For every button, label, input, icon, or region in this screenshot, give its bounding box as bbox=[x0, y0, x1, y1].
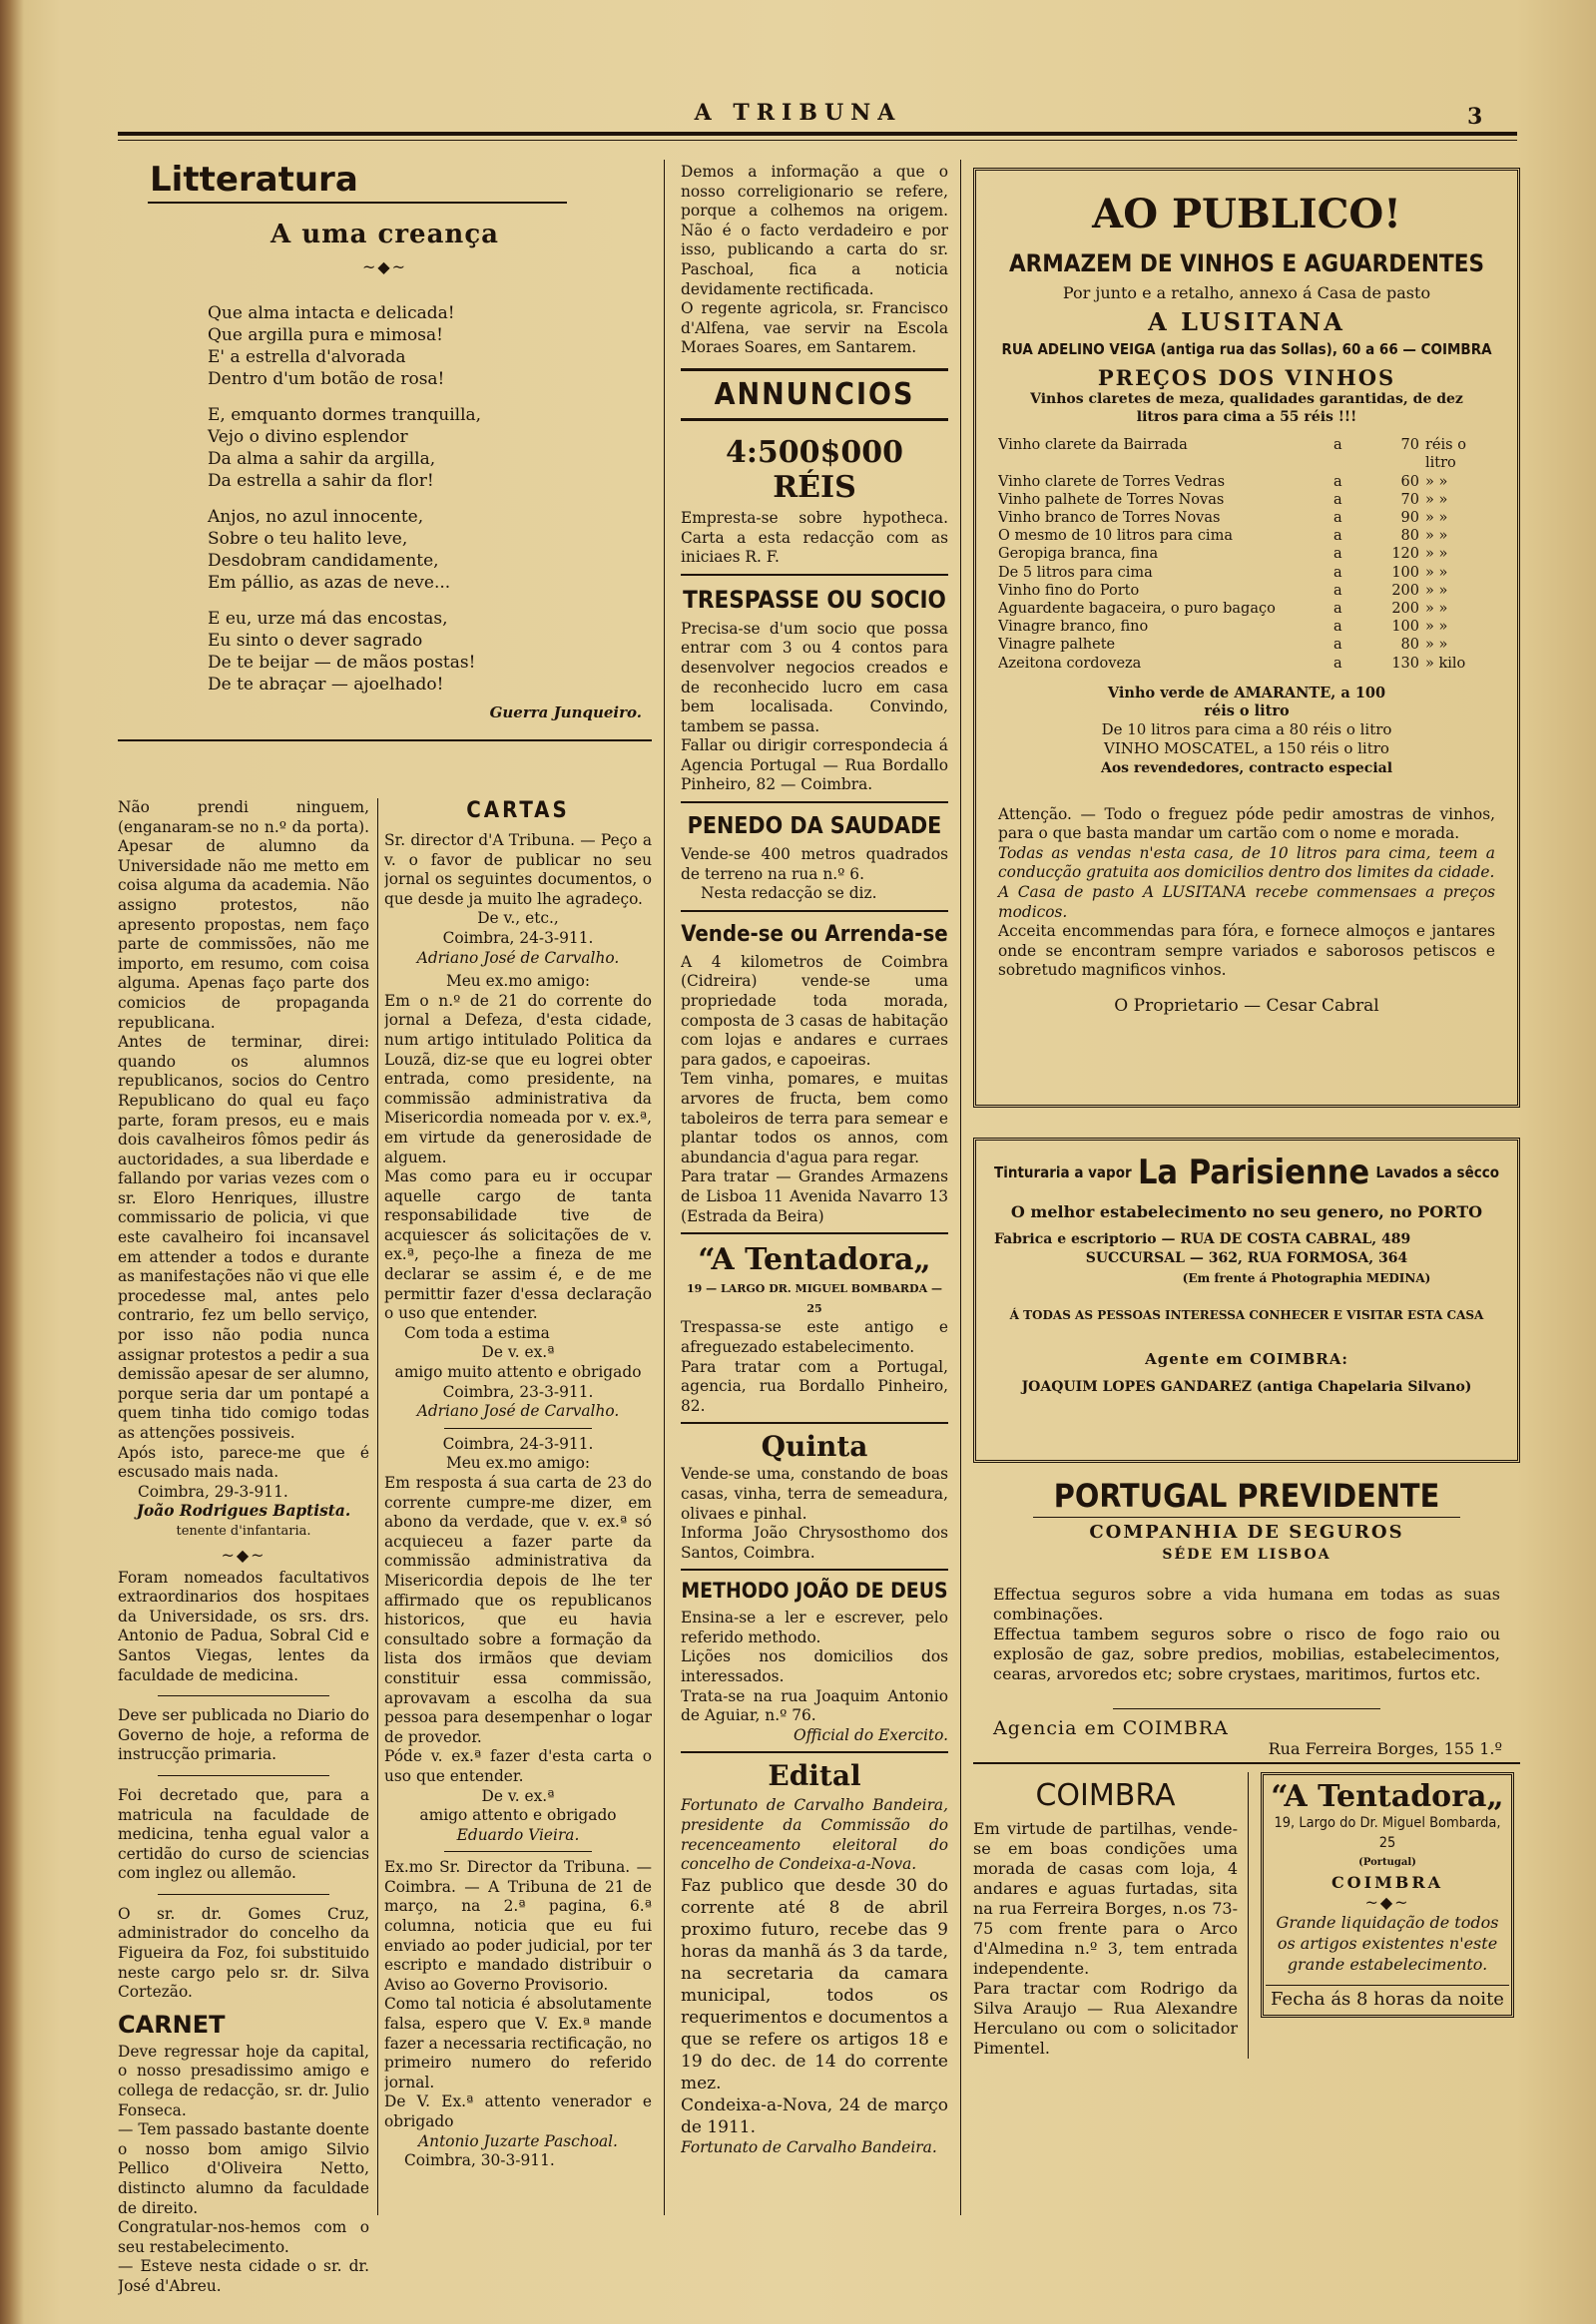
divider bbox=[681, 1569, 948, 1571]
verse: Da alma a sahir da argilla, bbox=[208, 449, 436, 469]
divider bbox=[681, 574, 948, 576]
ad-text: Grande liquidação de todos os artigos existentes n'este grande estabelecimento. bbox=[1276, 1912, 1499, 1974]
ad-text: Nesta redacção se diz. bbox=[701, 884, 877, 903]
price-row bbox=[998, 564, 1495, 582]
ad-title: Vende-se ou Arrenda-se bbox=[681, 921, 948, 947]
ad-address: Rua Ferreira Borges, 155 1.º bbox=[1268, 1738, 1502, 1758]
stanza bbox=[208, 302, 652, 390]
wine-name: Vinho branco de Torres Novas bbox=[998, 510, 1221, 526]
wine-price: 80 bbox=[1400, 528, 1419, 545]
section-title: Litteratura bbox=[150, 160, 358, 200]
divider bbox=[158, 1775, 329, 1776]
ad-text: De 10 litros para cima a 80 réis o litro bbox=[1101, 719, 1392, 738]
ad-text: Trata-se na rua Joaquim Antonio de Aguiar, n.º 76. bbox=[681, 1686, 948, 1725]
news-item: Demos a informação a que o nosso correligionario se refere, porque a colhemos na origem. Não é o facto verdadeiro e por isso, publicando a carta do sr. Paschoal, fica a noticia devidamente rectificada. bbox=[681, 163, 948, 298]
ad-title: Quinta bbox=[761, 1430, 868, 1464]
stanza bbox=[208, 404, 652, 492]
wine-name: De 5 litros para cima bbox=[998, 564, 1153, 581]
masthead: A TRIBUNA bbox=[694, 100, 902, 126]
ad-agency: Agencia em COIMBRA bbox=[993, 1717, 1229, 1739]
news-item: O regente agricola, sr. Francisco d'Alfena, vae servir na Escola Moraes Soares, em Santarem. bbox=[681, 299, 948, 357]
divider bbox=[158, 1695, 329, 1696]
ad-text: Por junto e a retalho, annexo á Casa de pasto bbox=[1062, 283, 1431, 302]
price-row bbox=[998, 618, 1495, 636]
divider bbox=[681, 418, 948, 421]
letter-paragraph: Mas como para eu ir occupar aquelle cargo de tanta responsabilidade tive de acquiescer ás solicitações de v. ex.ª, peço-lhe a fineza de me declarar se assim é, e de me permittir fazer d'essa declaração o uso que entender. bbox=[384, 1167, 652, 1323]
wine-name: Vinho fino do Porto bbox=[998, 582, 1140, 599]
carnet-item: — Esteve nesta cidade o sr. dr. José d'Abreu. bbox=[118, 2257, 369, 2295]
divider bbox=[1033, 1517, 1460, 1518]
ad-text: Effectua seguros sobre a vida humana em todas as suas combinações. bbox=[993, 1585, 1500, 1624]
wine-unit: » » bbox=[1425, 619, 1448, 636]
letter-date: Coimbra, 29-3-911. bbox=[138, 1482, 288, 1501]
verse: Que argilla pura e mimosa! bbox=[208, 325, 443, 345]
wine-unit: » » bbox=[1425, 473, 1448, 490]
ad-subtitle: COMPANHIA DE SEGUROS bbox=[1089, 1522, 1404, 1543]
wine-unit: » » bbox=[1425, 510, 1448, 526]
ad-text: Faz publico que desde 30 do corrente até 8 de abril proximo futuro, recebe das 9 horas da manhã ás 3 da tarde, na secretaria da camara municipal, todos os requerimentos e documentos a que se refere os artigos 18 e 19 do dec. de 14 do corrente mez. bbox=[681, 1875, 948, 2093]
letter-paragraph: Em o n.º de 21 do corrente do jornal a Defeza, d'esta cidade, num artigo intitulado Politica da Louzã, diz-se que eu logrei obter entrada, como presidente, na commissão administrativa da Misericordia nomeada por v. ex.ª, em virtude da generosidade de alguem. bbox=[384, 991, 652, 1166]
ad-text: Precisa-se d'um socio que possa entrar com 3 ou 4 contos para desenvolver negocios creados e de reconhecido lucro em casa bem localisada. Convindo, tambem se passa. bbox=[681, 619, 948, 735]
wine-unit: » » bbox=[1425, 637, 1448, 654]
divider bbox=[444, 1851, 592, 1852]
ad-text: Informa João Chrysosthomo dos Santos, Coimbra. bbox=[681, 1524, 948, 1562]
letter-paragraph: De V. Ex.ª attento venerador e obrigado bbox=[384, 2092, 652, 2130]
header-rule bbox=[118, 132, 1517, 136]
price-row bbox=[998, 527, 1495, 545]
ad-text: (Em frente á Photographia MEDINA) bbox=[1182, 1270, 1431, 1285]
annuncios-title: ANNUNCIOS bbox=[714, 376, 915, 412]
divider bbox=[681, 801, 948, 803]
divider bbox=[681, 910, 948, 912]
column-rule bbox=[377, 798, 378, 2215]
ad-text: A Casa de pasto A LUSITANA recebe commensaes a preços modicos. bbox=[998, 882, 1495, 921]
news-item: Foi decretado que, para a matricula na faculdade de medicina, tenha egual valor a certidão do curso de sciencias com inglez ou allemão. bbox=[118, 1785, 369, 1883]
stanza bbox=[208, 506, 652, 594]
letter-signature-rank: tenente d'infantaria. bbox=[176, 1523, 311, 1539]
poem-title: A uma creança bbox=[269, 220, 500, 249]
ad-text: Acceita encommendas para fóra, e fornece almoços e jantares onde se encontram sempre variados e saborosos petiscos e sobretudo magnificos vinhos. bbox=[998, 922, 1495, 980]
la-parisienne-ad bbox=[973, 1138, 1520, 1463]
letter-signature: Antonio Juzarte Paschoal. bbox=[418, 2131, 618, 2150]
ad-text: Para tratar — Grandes Armazens de Lisboa 11 Avenida Navarro 13 (Estrada da Beira) bbox=[681, 1167, 948, 1225]
divider bbox=[681, 368, 948, 371]
wine-price: 100 bbox=[1391, 564, 1419, 581]
ad-title: TRESPASSE OU SOCIO bbox=[683, 585, 946, 614]
divider bbox=[681, 1232, 948, 1234]
letter-paragraph: Como tal noticia é absolutamente falsa, espero que V. Ex.ª mande fazer a necessaria rectificação, no primeiro numero do referido jornal. bbox=[384, 1995, 652, 2092]
wine-price: 60 bbox=[1400, 473, 1419, 490]
wine-price: 70 bbox=[1400, 491, 1419, 508]
price-prefix: a bbox=[1333, 437, 1342, 454]
divider bbox=[681, 1751, 948, 1753]
column-rule bbox=[664, 160, 665, 2215]
wine-price: 130 bbox=[1391, 655, 1419, 672]
price-prefix: a bbox=[1333, 619, 1342, 636]
price-row bbox=[998, 636, 1495, 654]
verse: E, emquanto dormes tranquilla, bbox=[208, 405, 482, 425]
wine-name: Azeitona cordoveza bbox=[998, 655, 1142, 672]
letter-closing: amigo muito attento e obrigado bbox=[394, 1363, 642, 1382]
page-number: 3 bbox=[1467, 104, 1483, 130]
ad-title: METHODO JOÃO DE DEUS bbox=[681, 1579, 948, 1604]
letter-closing: De v. ex.ª bbox=[481, 1786, 555, 1805]
letter-date: Coimbra, 24-3-911. bbox=[442, 928, 594, 947]
price-row bbox=[998, 655, 1495, 673]
ad-city: COIMBRA bbox=[1330, 1872, 1444, 1892]
carnet-item: — Tem passado bastante doente o nosso bom amigo Silvio Pellico d'Oliveira Netto, distincto alumno da faculdade de direito. bbox=[118, 2120, 369, 2217]
wine-name: Vinho palhete de Torres Novas bbox=[998, 491, 1225, 508]
verse: De te abraçar — ajoelhado! bbox=[208, 675, 444, 695]
letter-greeting: Meu ex.mo amigo: bbox=[445, 972, 591, 991]
letter-signature: Adriano José de Carvalho. bbox=[416, 1402, 620, 1421]
divider bbox=[681, 1422, 948, 1424]
price-prefix: a bbox=[1333, 491, 1342, 508]
price-prefix: a bbox=[1333, 564, 1342, 581]
price-row bbox=[998, 491, 1495, 509]
letter-signature: João Rodrigues Baptista. bbox=[136, 1502, 351, 1521]
price-prefix: a bbox=[1333, 546, 1342, 563]
stanza bbox=[208, 608, 652, 696]
letter-date: Coimbra, 23-3-911. bbox=[442, 1382, 594, 1401]
wine-unit: » » bbox=[1425, 601, 1448, 618]
ad-title: PENEDO DA SAUDADE bbox=[687, 813, 942, 840]
ad-subtitle: SÉDE EM LISBOA bbox=[1162, 1547, 1331, 1563]
ad-title: PORTUGAL PREVIDENTE bbox=[1053, 1477, 1440, 1515]
ad-text: Trespassa-se este antigo e afreguezado estabelecimento. bbox=[681, 1318, 948, 1356]
ad-text: Todas as vendas n'esta casa, de 10 litros para cima, teem a conducção gratuita aos domicilios dentro dos limites da cidade. bbox=[998, 843, 1495, 882]
wine-name: Vinho clarete da Bairrada bbox=[998, 437, 1188, 454]
ad-text: Fortunato de Carvalho Bandeira, presidente da Commissão do recenceamento eleitoral do concelho de Condeixa-a-Nova. bbox=[681, 1796, 948, 1874]
ad-text: Agente em COIMBRA: bbox=[1145, 1349, 1348, 1368]
wine-price: 200 bbox=[1391, 601, 1419, 618]
divider bbox=[1113, 1708, 1380, 1709]
letter-closing: De v., etc., bbox=[477, 909, 559, 928]
letter-paragraph: Sr. director d'A Tribuna. — Peço a v. o favor de publicar no seu jornal os seguintes documentos, o que desde ja muito lhe agradeço. bbox=[384, 831, 652, 908]
letter-greeting: Meu ex.mo amigo: bbox=[445, 1454, 591, 1473]
wine-unit: » kilo bbox=[1425, 655, 1466, 672]
divider bbox=[1266, 1985, 1509, 1986]
verse: Em pállio, as azas de neve... bbox=[208, 573, 451, 593]
divider bbox=[444, 1428, 592, 1429]
ad-text: (Portugal) bbox=[1358, 1857, 1416, 1869]
ad-name: A LUSITANA bbox=[1148, 306, 1345, 336]
ad-text: Vende-se uma, constando de boas casas, vinha, terra de semeadura, olivaes e pinhal. bbox=[681, 1465, 948, 1523]
price-row bbox=[998, 509, 1495, 527]
tentadora-box bbox=[1261, 1772, 1514, 2018]
verse: Dentro d'um botão de rosa! bbox=[208, 369, 445, 389]
ad-title: COIMBRA bbox=[1035, 1778, 1176, 1814]
wine-name: O mesmo de 10 litros para cima bbox=[998, 528, 1233, 545]
ad-title: Edital bbox=[768, 1759, 861, 1793]
ad-text: Á TODAS AS PESSOAS INTERESSA CONHECER E VISITAR ESTA CASA bbox=[1009, 1308, 1484, 1323]
verse: Da estrella a sahir da flor! bbox=[208, 471, 434, 491]
price-prefix: a bbox=[1333, 655, 1342, 672]
price-heading: PREÇOS DOS VINHOS bbox=[1097, 365, 1396, 391]
price-prefix: a bbox=[1333, 528, 1342, 545]
wine-name: Vinagre palhete bbox=[998, 637, 1116, 654]
ad-address: 19, Largo do Dr. Miguel Bombarda, 25 bbox=[1274, 1815, 1501, 1851]
wine-unit: » » bbox=[1425, 582, 1448, 599]
ad-text: SUCCURSAL — 362, RUA FORMOSA, 364 bbox=[1085, 1250, 1408, 1267]
ad-right-label: Lavados a sêcco bbox=[1375, 1163, 1499, 1181]
coimbra-ad bbox=[973, 1772, 1248, 2059]
verse: E eu, urze má das encostas, bbox=[208, 609, 448, 629]
divider-ornament: ~◆~ bbox=[221, 1545, 266, 1565]
carnet-item: Deve regressar hoje da capital, o nosso presadissimo amigo e collega de redacção, sr. dr. Julio Fonseca. bbox=[118, 2042, 369, 2119]
news-column bbox=[118, 798, 369, 2297]
price-row bbox=[998, 582, 1495, 600]
letter-paragraph: Póde v. ex.ª fazer d'esta carta o uso que entender. bbox=[384, 1747, 652, 1785]
ad-text: Vinho verde de AMARANTE, a 100 réis o litro bbox=[1107, 684, 1386, 719]
letter-date: Coimbra, 30-3-911. bbox=[404, 2151, 555, 2170]
ad-text: Aos revendedores, contracto especial bbox=[1100, 760, 1393, 777]
column-rule bbox=[960, 160, 961, 2215]
ad-address: RUA ADELINO VEIGA (antiga rua das Sollas), 60 a 66 — COIMBRA bbox=[1001, 339, 1492, 358]
price-prefix: a bbox=[1333, 473, 1342, 490]
wine-price: 70 bbox=[1400, 437, 1419, 454]
wine-price: 100 bbox=[1391, 619, 1419, 636]
ad-text: Em virtude de partilhas, vende-se em boas condições uma morada de casas com loja, 4 andares e aguas furtadas, sita na rua Ferreira Borges, n.os 73-75 com frente para o Arco d'Almedina n.º 3, tem entrada independente. bbox=[973, 1819, 1238, 1979]
wine-unit: » » bbox=[1425, 528, 1448, 545]
letter-paragraph: Em resposta á sua carta de 23 do corrente cumpre-me dizer, em abono da verdade, que v. ex.ª só acquieceu a fazer parte da commissão administrativa da Misericordia depois de lhe ter affirmado que os republicanos historicos, que eu havia consultado sobre a formação da lista dos irmãos que deviam constituir essa commissão, aprovavam a escolha da sua pessoa para desempenhar o logar de provedor. bbox=[384, 1474, 652, 1746]
ad-text: Fallar ou dirigir correspondecia á Agencia Portugal — Rua Bordallo Pinheiro, 82 — Coimbra. bbox=[681, 736, 948, 794]
ad-text: Para tractar com Rodrigo da Silva Araujo — Rua Alexandre Herculano ou com o solicitador Pimentel. bbox=[973, 1979, 1238, 2059]
ad-text: Empresta-se sobre hypotheca. Carta a esta redacção com as iniciaes R. F. bbox=[681, 508, 948, 567]
tentadora-ad bbox=[1249, 1772, 1520, 2059]
ad-text: Attenção. — Todo o freguez póde pedir amostras de vinhos, para o que basta mandar um cartão com o nome e morada. bbox=[998, 804, 1495, 843]
ad-text: Condeixa-a-Nova, 24 de março de 1911. bbox=[681, 2094, 948, 2137]
letter-text: Antes de terminar, direi: quando os alumnos republicanos, socios do Centro Republicano do qual eu faço parte, foram presos, eu e mais dois cavalheiros fômos pedir ás auctoridades, a sua liberdade e fallando por varias vezes com o sr. Eloro Henriques, illustre commissario de policia, vi que este cavalheiro foi incansavel em attender a todos e durante as manifestações não vi que elle procedesse mal, antes pelo contrario, fez um bello serviço, por isso não podia nunca assignar protestos a pedir a sua demissão apesar de ser alumno, porque seria dar um pontapé a quem tinha tido comigo todas as attenções possiveis. bbox=[118, 1033, 369, 1442]
price-row bbox=[998, 473, 1495, 491]
ad-text: A 4 kilometros de Coimbra (Cidreira) vende-se uma propriedade toda morada, composta de 3 casas de habitação com lojas e andares e curraes para gados, e capoeiras. bbox=[681, 952, 948, 1069]
letter-closing: amigo attento e obrigado bbox=[419, 1806, 617, 1825]
ad-signature: Official do Exercito. bbox=[794, 1725, 948, 1744]
wine-unit: » » bbox=[1425, 546, 1448, 563]
ad-text: Effectua tambem seguros sobre o risco de fogo raio ou explosão de gaz, sobre predios, mobilias, estabelecimentos, cearas, arvoredos etc; sobre crystaes, maritimos, furtos etc. bbox=[993, 1625, 1500, 1683]
ad-signature: O Proprietario — Cesar Cabral bbox=[1114, 995, 1379, 1016]
ad-text: Lições nos domicilios dos interessados. bbox=[681, 1647, 948, 1686]
ad-text: Vende-se 400 metros quadrados de terreno na rua n.º 6. bbox=[681, 845, 948, 883]
section-rule bbox=[118, 739, 652, 741]
wine-price: 80 bbox=[1400, 637, 1419, 654]
wine-name: Vinho clarete de Torres Vedras bbox=[998, 473, 1226, 490]
price-row bbox=[998, 545, 1495, 563]
price-row bbox=[998, 600, 1495, 618]
divider-ornament: ~◆~ bbox=[1364, 1892, 1410, 1912]
verse: Sobre o teu halito leve, bbox=[208, 529, 408, 549]
price-prefix: a bbox=[1333, 582, 1342, 599]
wine-price: 90 bbox=[1400, 510, 1419, 526]
ad-text: Fecha ás 8 horas da noite bbox=[1271, 1988, 1504, 2010]
ad-subtitle: ARMAZEM DE VINHOS E AGUARDENTES bbox=[1008, 249, 1485, 277]
carnet-title: CARNET bbox=[118, 2010, 226, 2039]
letter-closing: De v. ex.ª bbox=[481, 1343, 555, 1362]
ad-title: “A Tentadora„ bbox=[698, 1242, 931, 1278]
news-item: Foram nomeados facultativos extraordinarios dos hospitaes da Universidade, os srs. drs. Antonio de Padua, Sobral Cid e Santos Viegas, lentes da faculdade de medicina. bbox=[118, 1568, 369, 1684]
letter-paragraph: Ex.mo Sr. Director da Tribuna. — Coimbra. — A Tribuna de 21 de março, na 2.ª pagina, 6.ª columna, noticia que eu fui enviado ao poder judicial, por ter escripto e mandado distribuir o Aviso ao Governo Provisorio. bbox=[384, 1858, 652, 1994]
price-prefix: a bbox=[1333, 510, 1342, 526]
portugal-previdente-ad bbox=[973, 1477, 1520, 1758]
ad-text: Tem vinha, pomares, e muitas arvores de fructa, bem como taboleiros de terra para semear e plantar todos os annos, com abundancia d'agua para regar. bbox=[681, 1070, 948, 1166]
title-underline bbox=[148, 202, 567, 204]
wine-name: Aguardente bagaceira, o puro bagaço bbox=[998, 601, 1276, 618]
news-item: O sr. dr. Gomes Cruz, administrador do concelho da Figueira da Foz, foi substituido neste cargo pelo sr. dr. Silva Cortezão. bbox=[118, 1904, 369, 2002]
ad-header bbox=[994, 1153, 1499, 1192]
price-prefix: a bbox=[1333, 637, 1342, 654]
divider bbox=[158, 1894, 329, 1895]
ad-title: La Parisienne bbox=[1137, 1153, 1370, 1192]
ad-left-label: Tinturaria a vapor bbox=[994, 1163, 1132, 1181]
wine-unit: » » bbox=[1425, 564, 1448, 581]
ad-title: “A Tentadora„ bbox=[1271, 1779, 1504, 1815]
price-note: Vinhos claretes de meza, qualidades garantidas, de dez litros para cima a 55 réis !!! bbox=[1030, 391, 1463, 426]
ad-text: O melhor estabelecimento no seu genero, no PORTO bbox=[1010, 1202, 1483, 1221]
letter-text: Após isto, parece-me que é escusado mais nada. bbox=[118, 1443, 369, 1482]
ad-text: VINHO MOSCATEL, a 150 réis o litro bbox=[1104, 739, 1389, 758]
ao-publico-ad bbox=[973, 168, 1520, 1108]
ad-text: Ensina-se a ler e escrever, pelo referido methodo. bbox=[681, 1609, 948, 1646]
poem bbox=[208, 302, 652, 696]
wine-unit: » » bbox=[1425, 491, 1448, 508]
ornament: ~◆~ bbox=[361, 257, 408, 276]
verse: Que alma intacta e delicada! bbox=[208, 303, 455, 323]
divider bbox=[973, 1762, 1520, 1764]
letter-date: Coimbra, 24-3-911. bbox=[442, 1434, 594, 1453]
wine-name: Vinagre branco, fino bbox=[998, 619, 1149, 636]
ad-subtitle: 19 — LARGO DR. MIGUEL BOMBARDA — 25 bbox=[687, 1282, 942, 1315]
bottom-ads bbox=[973, 1772, 1520, 2059]
ad-text: Para tratar com a Portugal, agencia, rua Bordallo Pinheiro, 82. bbox=[681, 1357, 948, 1415]
letter-signature: Eduardo Vieira. bbox=[456, 1825, 580, 1844]
ad-title: AO PUBLICO! bbox=[1092, 191, 1401, 237]
verse: Desdobram candidamente, bbox=[208, 551, 439, 571]
ad-text: Fabrica e escriptorio — RUA DE COSTA CABRAL, 489 bbox=[994, 1230, 1411, 1247]
carnet-item: Congratular-nos-hemos com o seu restabelecimento. bbox=[118, 2218, 369, 2256]
price-row bbox=[998, 436, 1495, 472]
ads-column-right bbox=[973, 168, 1520, 2059]
letter-signature: Adriano José de Carvalho. bbox=[416, 948, 620, 967]
letter-text: Não prendi ninguem, (enganaram-se no n.º da porta). Apesar de alumno da Universidade não me metto em coisa alguma da academia. Não assigno protestos, não apresento propostas, nem faço parte de commissões, não me importo, em resumo, com coisa alguma. Apenas faço parte dos comicios de propaganda republicana. bbox=[118, 798, 369, 1032]
wine-name: Geropiga branca, fina bbox=[998, 546, 1159, 563]
wine-price: 200 bbox=[1391, 582, 1419, 599]
news-item: Deve ser publicada no Diario do Governo de hoje, a reforma de instrucção primaria. bbox=[118, 1706, 369, 1764]
letter-paragraph: Com toda a estima bbox=[404, 1323, 550, 1342]
wine-unit: réis o litro bbox=[1425, 437, 1466, 472]
wine-price: 120 bbox=[1391, 546, 1419, 563]
ad-signature: Fortunato de Carvalho Bandeira. bbox=[681, 2137, 937, 2156]
verse: Vejo o divino esplendor bbox=[208, 427, 408, 447]
poem-author: Guerra Junqueiro. bbox=[489, 703, 642, 721]
verse: De te beijar — de mãos postas! bbox=[208, 653, 476, 673]
cartas-title: CARTAS bbox=[466, 798, 570, 823]
verse: Eu sinto o dever sagrado bbox=[208, 631, 423, 651]
verse: E' a estrella d'alvorada bbox=[208, 347, 406, 367]
wine-price-list bbox=[998, 436, 1495, 673]
ad-title: 4:500$000 RÉIS bbox=[725, 434, 904, 505]
ads-column bbox=[681, 163, 948, 2157]
price-prefix: a bbox=[1333, 601, 1342, 618]
ad-text: JOAQUIM LOPES GANDAREZ (antiga Chapelaria Silvano) bbox=[1021, 1378, 1472, 1395]
cartas-column bbox=[384, 798, 652, 2171]
header-rule-thin bbox=[118, 140, 1517, 141]
literature-section bbox=[118, 158, 652, 747]
verse: Anjos, no azul innocente, bbox=[208, 507, 424, 527]
